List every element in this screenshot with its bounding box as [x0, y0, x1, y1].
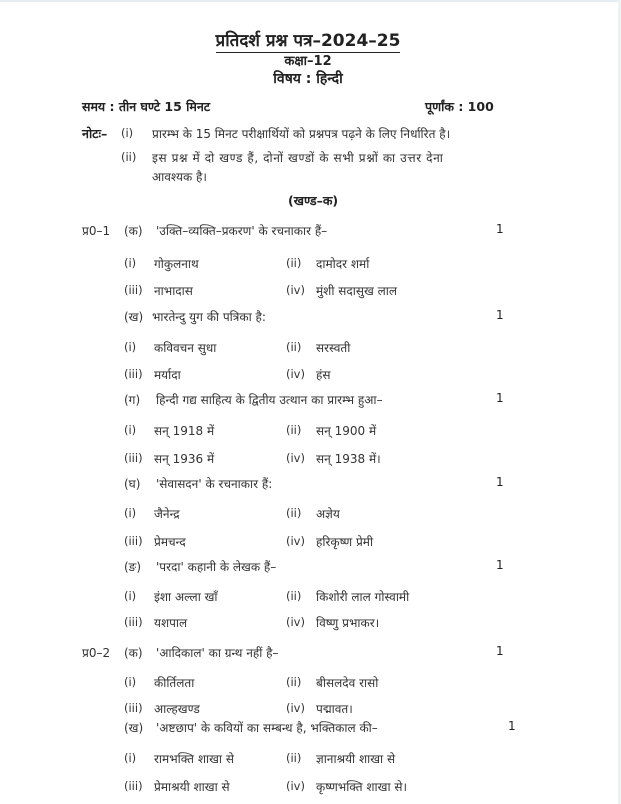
option-text: सन् 1936 में — [154, 452, 215, 466]
option-text: ज्ञानाश्रयी शाखा से — [316, 752, 396, 766]
option-number: (ii) — [286, 256, 302, 270]
option-text: जैनेन्द्र — [154, 507, 180, 521]
part-label: (ग) — [124, 393, 141, 407]
option-number: (ii) — [286, 340, 302, 354]
part-text: 'आदिकाल' का ग्रन्थ नहीं है– — [156, 646, 279, 660]
option-text: किशोरी लाल गोस्वामी — [316, 590, 410, 604]
option-text: इंशा अल्ला खाँ — [154, 590, 218, 604]
option-number: (iii) — [124, 534, 143, 548]
part-text: 'परदा' कहानी के लेखक हैं– — [156, 560, 277, 574]
paper-title-text: प्रतिदर्श प्रश्न पत्र–2024–25 — [215, 31, 401, 51]
option-text: सन् 1938 में। — [316, 452, 381, 466]
option-text: मुंशी सदासुख लाल — [316, 284, 397, 298]
part-label: (ङ) — [124, 560, 142, 574]
option-number: (iv) — [286, 451, 305, 465]
option-number: (iv) — [286, 283, 305, 297]
section-heading: (खण्ड–क) — [288, 193, 339, 208]
part-label: (क) — [124, 224, 143, 238]
option-number: (iv) — [286, 534, 305, 548]
option-text: अज्ञेय — [316, 507, 340, 521]
part-text: 'सेवासदन' के रचनाकार हैं: — [156, 477, 273, 491]
subject-label: विषय : हिन्दी — [273, 71, 343, 87]
option-number: (ii) — [286, 506, 302, 520]
option-number: (ii) — [286, 589, 302, 603]
option-number: (i) — [124, 506, 137, 520]
option-text: प्रेमाश्रयी शाखा से — [154, 780, 230, 794]
note-2-num: (ii) — [121, 150, 137, 164]
option-number: (ii) — [286, 423, 302, 437]
option-number: (iii) — [124, 779, 143, 793]
part-text: 'उक्ति–व्यक्ति–प्रकरण' के रचनाकार हैं– — [156, 224, 328, 238]
option-number: (i) — [124, 589, 137, 603]
marks-value: 1 — [496, 308, 504, 322]
part-text: 'अष्टछाप' के कवियों का सम्बन्ध है, भक्तिकाल की– — [156, 721, 378, 735]
option-text: हरिकृष्ण प्रेमी — [316, 535, 374, 549]
option-number: (iii) — [124, 701, 143, 715]
marks-value: 1 — [496, 391, 504, 405]
option-number: (i) — [124, 675, 137, 689]
marks-value: 1 — [496, 644, 504, 658]
option-number: (ii) — [286, 751, 302, 765]
marks-value: 1 — [496, 475, 504, 489]
option-number: (iii) — [124, 451, 143, 465]
part-label: (क) — [124, 646, 143, 660]
option-text: आल्हखण्ड — [154, 702, 200, 716]
max-marks-label: पूर्णांक : 100 — [425, 99, 494, 114]
option-text: रामभक्ति शाखा से — [154, 752, 234, 766]
part-label: (ख) — [124, 310, 144, 324]
part-text: भारतेन्दु युग की पत्रिका है: — [152, 310, 266, 324]
option-text: हंस — [316, 368, 331, 382]
option-number: (iii) — [124, 615, 143, 629]
part-label: (घ) — [124, 477, 141, 491]
option-text: दामोदर शर्मा — [316, 257, 370, 271]
note-2-text-line2: आवश्यक है। — [152, 170, 207, 184]
option-number: (i) — [124, 340, 137, 354]
option-number: (i) — [124, 423, 137, 437]
option-number: (iv) — [286, 701, 305, 715]
part-text: हिन्दी गद्य साहित्य के द्वितीय उत्थान का प्रारम्भ हुआ– — [156, 393, 383, 407]
option-number: (iv) — [286, 615, 305, 629]
option-text: प्रेमचन्द — [154, 535, 186, 549]
marks-value: 1 — [508, 719, 516, 733]
option-number: (iv) — [286, 367, 305, 381]
option-text: कविवचन सुधा — [154, 341, 217, 355]
question-number: प्र0–2 — [82, 646, 111, 660]
option-text: विष्णु प्रभाकर। — [316, 616, 380, 630]
part-label: (ख) — [124, 721, 144, 735]
option-text: कीर्तिलता — [154, 676, 195, 690]
marks-value: 1 — [496, 222, 504, 236]
option-number: (iii) — [124, 367, 143, 381]
option-number: (iii) — [124, 283, 143, 297]
question-number: प्र0–1 — [82, 224, 111, 238]
option-text: कृष्णभक्ति शाखा से। — [316, 780, 408, 794]
option-text: नाभादास — [154, 284, 193, 298]
option-text: पद्मावत। — [316, 702, 353, 716]
option-text: सन् 1900 में — [316, 424, 377, 438]
class-label: कक्षा–12 — [284, 54, 332, 69]
note-1-text: प्रारम्भ के 15 मिनट परीक्षार्थियों को प्रश्नपत्र पढ़ने के लिए निर्धारित है। — [152, 127, 451, 141]
option-number: (i) — [124, 256, 137, 270]
time-label: समय : तीन घण्टे 15 मिनट — [82, 99, 211, 114]
option-text: यशपाल — [154, 616, 188, 630]
option-text: मर्यादा — [154, 368, 181, 382]
option-number: (ii) — [286, 675, 302, 689]
option-number: (iv) — [286, 779, 305, 793]
note-1-num: (i) — [121, 126, 134, 140]
note-label: नोटः– — [82, 126, 108, 141]
paper-title — [0, 28, 616, 51]
option-text: बीसलदेव रासो — [316, 676, 379, 690]
option-text: गोकुलनाथ — [154, 257, 199, 271]
option-text: सन् 1918 में — [154, 424, 215, 438]
marks-value: 1 — [496, 558, 504, 572]
note-2-text-line1: इस प्रश्न में दो खण्ड हैं, दोनों खण्डों के सभी प्रश्नों का उत्तर देना — [152, 151, 444, 165]
option-number: (i) — [124, 751, 137, 765]
option-text: सरस्वती — [316, 341, 351, 355]
